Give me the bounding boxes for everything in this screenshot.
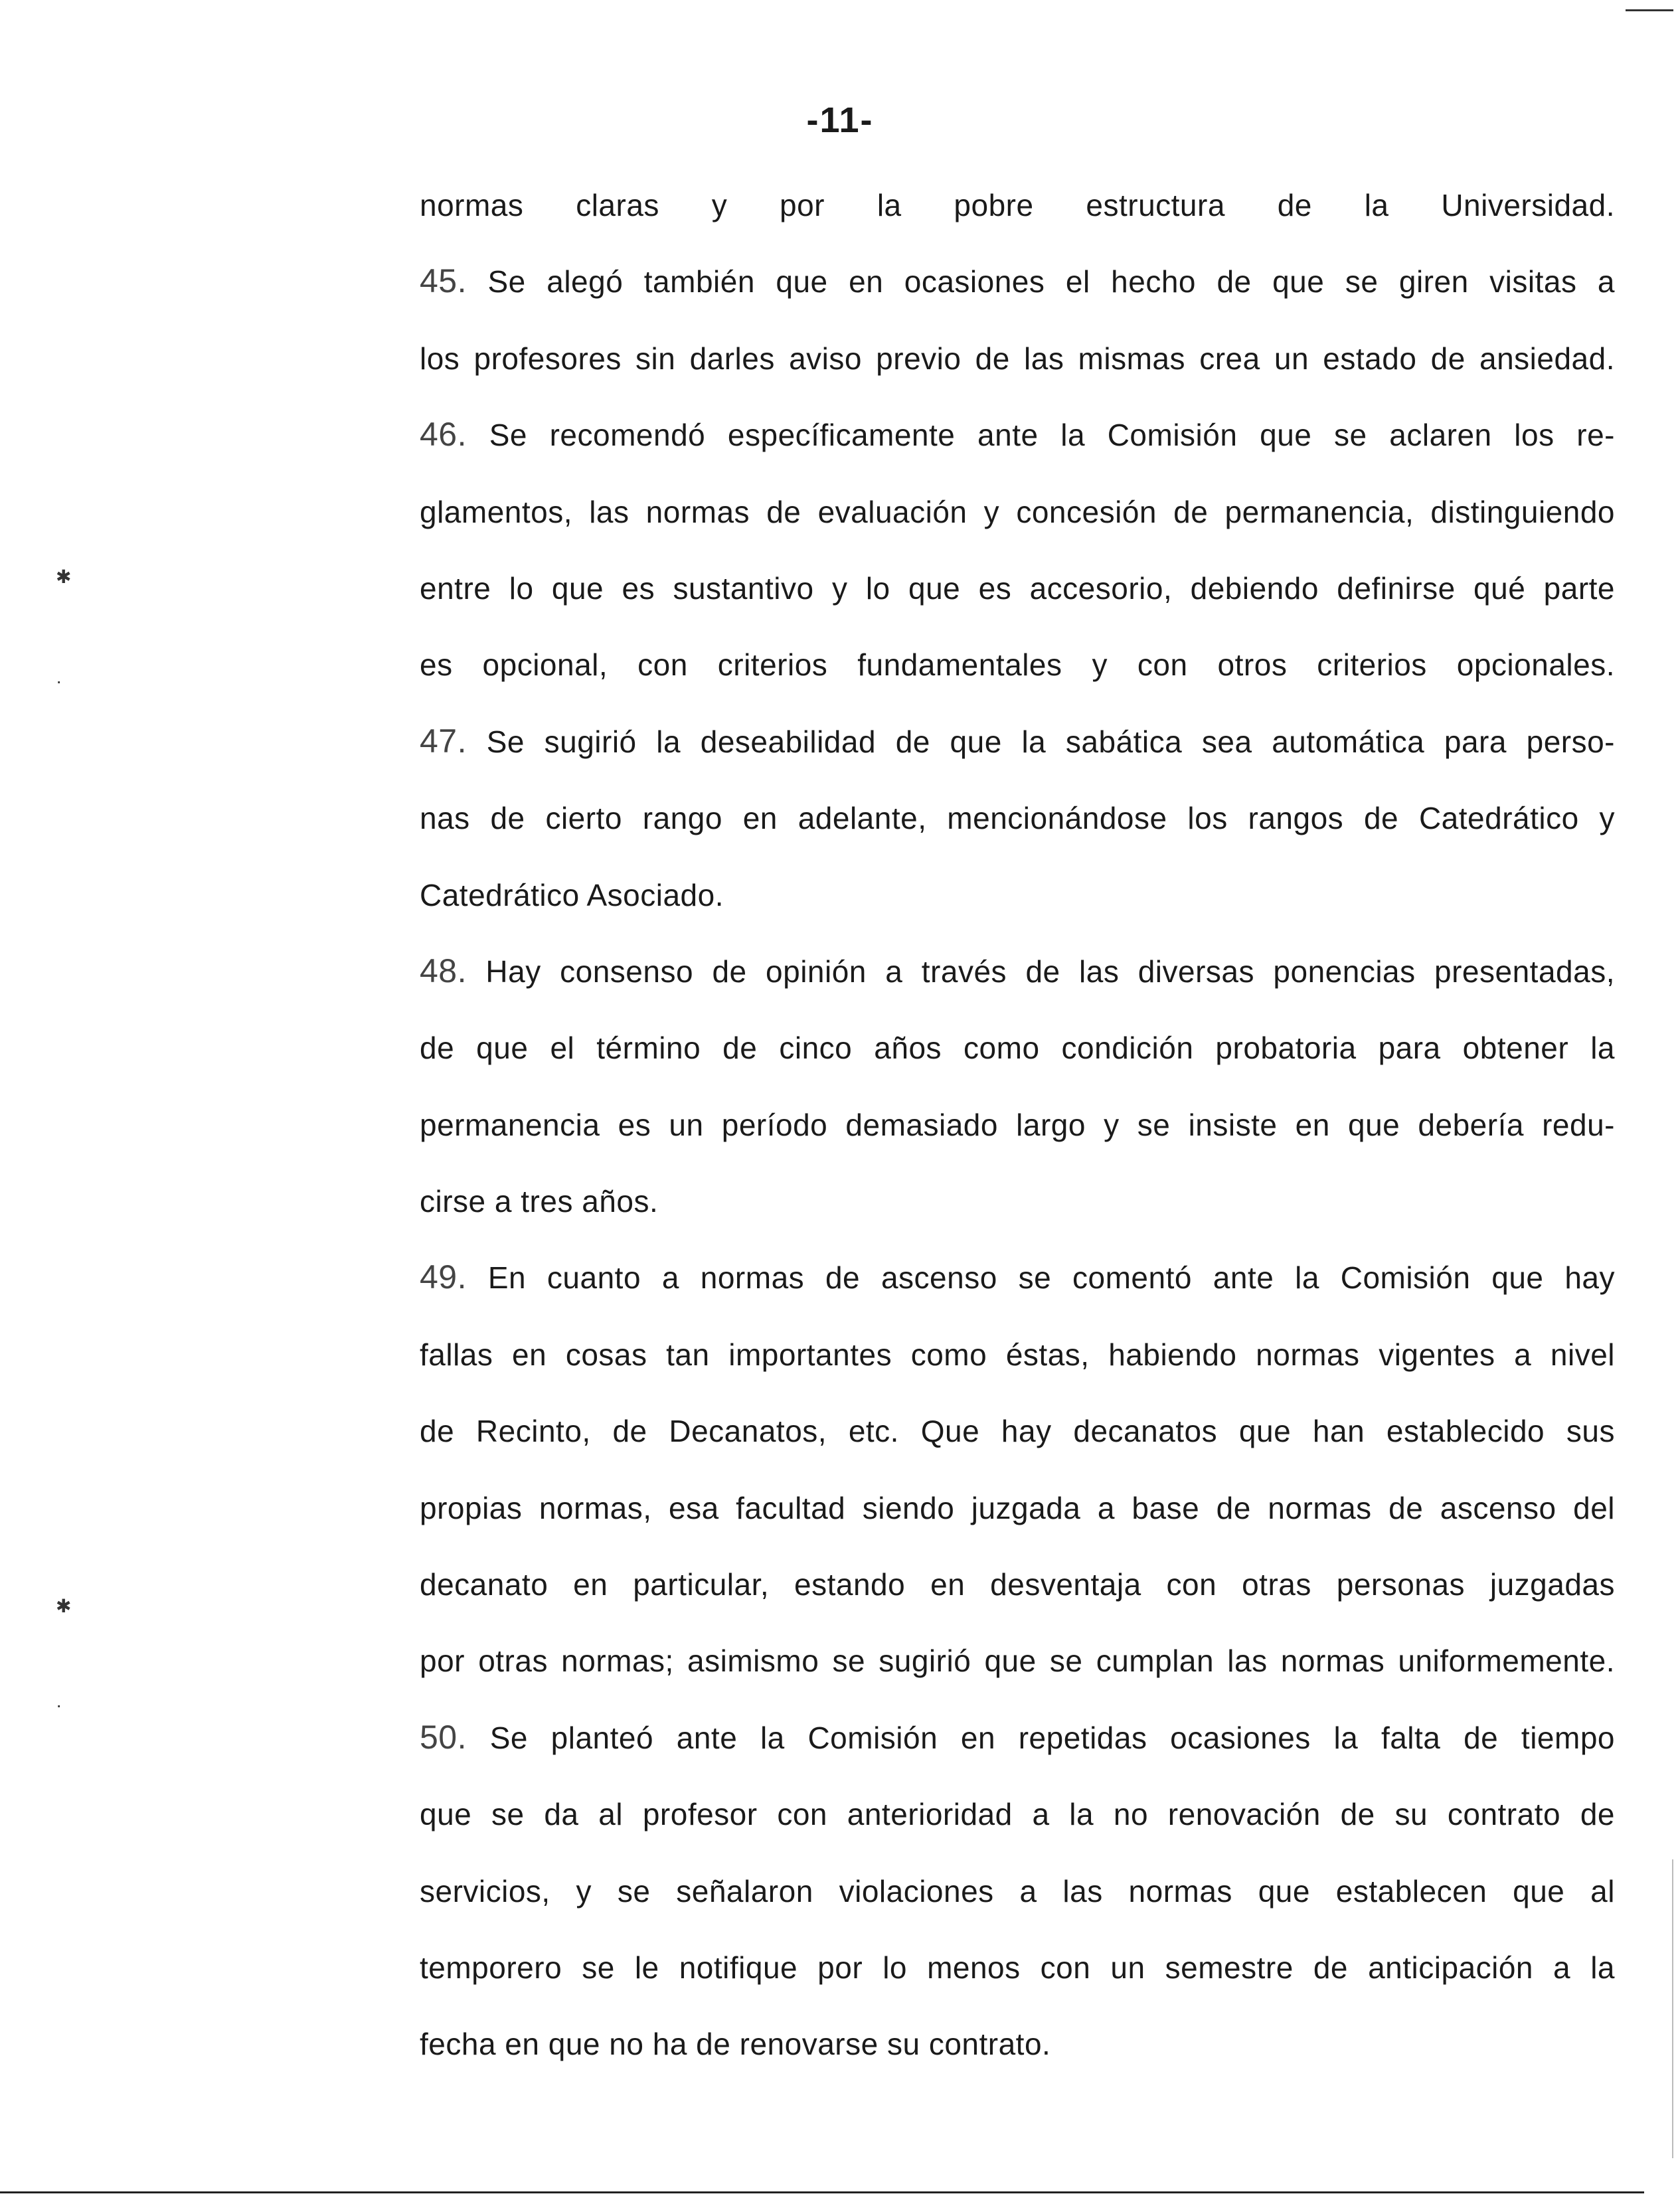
- line-text: cirse a tres años.: [420, 1184, 659, 1219]
- line-text: glamentos, las normas de evaluación y concesión de permanencia, distinguiendo: [420, 494, 1615, 529]
- page-number: -11-: [806, 100, 874, 140]
- text-line: [420, 1557, 1615, 1634]
- line-text: Se recomendó específicamente ante la Comisión que se aclaren los re-: [489, 418, 1615, 453]
- line-text: propias normas, esa facultad siendo juzgada a base de normas de ascenso del: [420, 1490, 1615, 1525]
- text-line: [420, 868, 1615, 944]
- line-text: es opcional, con criterios fundamentales y con otros criterios opcionales.: [420, 647, 1615, 683]
- paragraph-number: 46.: [420, 416, 467, 454]
- line-text: de que el término de cinco años como condición probatoria para obtener la: [420, 1031, 1615, 1066]
- text-line: [420, 944, 1615, 1021]
- text-line: [420, 408, 1615, 484]
- line-text: Hay consenso de opinión a través de las diversas ponencias presentadas,: [485, 954, 1615, 989]
- paragraph-number: 50.: [420, 1718, 467, 1756]
- line-text: los profesores sin darles aviso previo de las mismas crea un estado de ansiedad.: [420, 341, 1615, 376]
- margin-mark-icon: ✱: [56, 566, 72, 587]
- text-line: [420, 561, 1615, 637]
- margin-mark-icon: ✱: [56, 1596, 72, 1616]
- text-line: [420, 1940, 1615, 2017]
- text-line: [420, 715, 1615, 791]
- text-line: [420, 1250, 1615, 1327]
- line-text: entre lo que es sustantivo y lo que es accesorio, debiendo definirse qué parte: [420, 570, 1615, 606]
- text-line: [420, 1864, 1615, 1940]
- paragraph-number: 47.: [420, 722, 467, 760]
- text-line: [420, 1481, 1615, 1557]
- margin-mark-icon: ·: [56, 1695, 62, 1715]
- text-line: [420, 1327, 1615, 1404]
- text-line: [420, 485, 1615, 561]
- text-line: [420, 1021, 1615, 1097]
- line-text: Catedrático Asociado.: [420, 877, 724, 912]
- text-line: [420, 254, 1615, 331]
- text-line: [420, 1174, 1615, 1250]
- line-text: temporero se le notifique por lo menos con un semestre de anticipación a la: [420, 1950, 1615, 1985]
- paragraph-number: 49.: [420, 1258, 467, 1296]
- paragraph-number: 48.: [420, 952, 467, 989]
- line-text: servicios, y se señalaron violaciones a las normas que establecen que al: [420, 1873, 1615, 1909]
- text-line: [420, 178, 1615, 254]
- line-text: fecha en que no ha de renovarse su contrato.: [420, 2027, 1051, 2062]
- text-line: [420, 1634, 1615, 1710]
- text-line: [420, 1404, 1615, 1480]
- bottom-rule: [0, 2191, 1644, 2193]
- text-line: [420, 637, 1615, 714]
- text-line: [420, 1098, 1615, 1174]
- text-line: [420, 2017, 1615, 2093]
- line-text: Se planteó ante la Comisión en repetidas ocasiones la falta de tiempo: [489, 1720, 1615, 1755]
- margin-mark-icon: ·: [56, 671, 62, 691]
- top-right-rule: [1626, 9, 1673, 11]
- line-text: por otras normas; asimismo se sugirió que se cumplan las normas uniformemente.: [420, 1644, 1615, 1679]
- text-line: [420, 1711, 1615, 1787]
- line-text: que se da al profesor con anterioridad a la no renovación de su contrato de: [420, 1797, 1615, 1832]
- line-text: Se alegó también que en ocasiones el hecho de que se giren visitas a: [487, 264, 1616, 299]
- line-text: fallas en cosas tan importantes como éstas, habiendo normas vigentes a nivel: [420, 1337, 1615, 1372]
- text-line: [420, 791, 1615, 867]
- body-text: [420, 178, 1615, 2094]
- line-text: decanato en particular, estando en desventaja con otras personas juzgadas: [420, 1567, 1615, 1602]
- line-text: En cuanto a normas de ascenso se comentó ante la Comisión que hay: [487, 1260, 1615, 1296]
- line-text: permanencia es un período demasiado largo y se insiste en que debería redu-: [420, 1107, 1615, 1142]
- text-line: [420, 331, 1615, 408]
- line-text: Se sugirió la deseabilidad de que la sabática sea automática para perso-: [486, 724, 1616, 759]
- line-text: de Recinto, de Decanatos, etc. Que hay decanatos que han establecido sus: [420, 1414, 1615, 1449]
- paragraph-number: 45.: [420, 262, 467, 300]
- scan-edge-line: [1672, 1859, 1673, 2158]
- line-text: normas claras y por la pobre estructura de la Universidad.: [420, 188, 1615, 222]
- text-line: [420, 1787, 1615, 1863]
- line-text: nas de cierto rango en adelante, mencionándose los rangos de Catedrático y: [420, 801, 1615, 836]
